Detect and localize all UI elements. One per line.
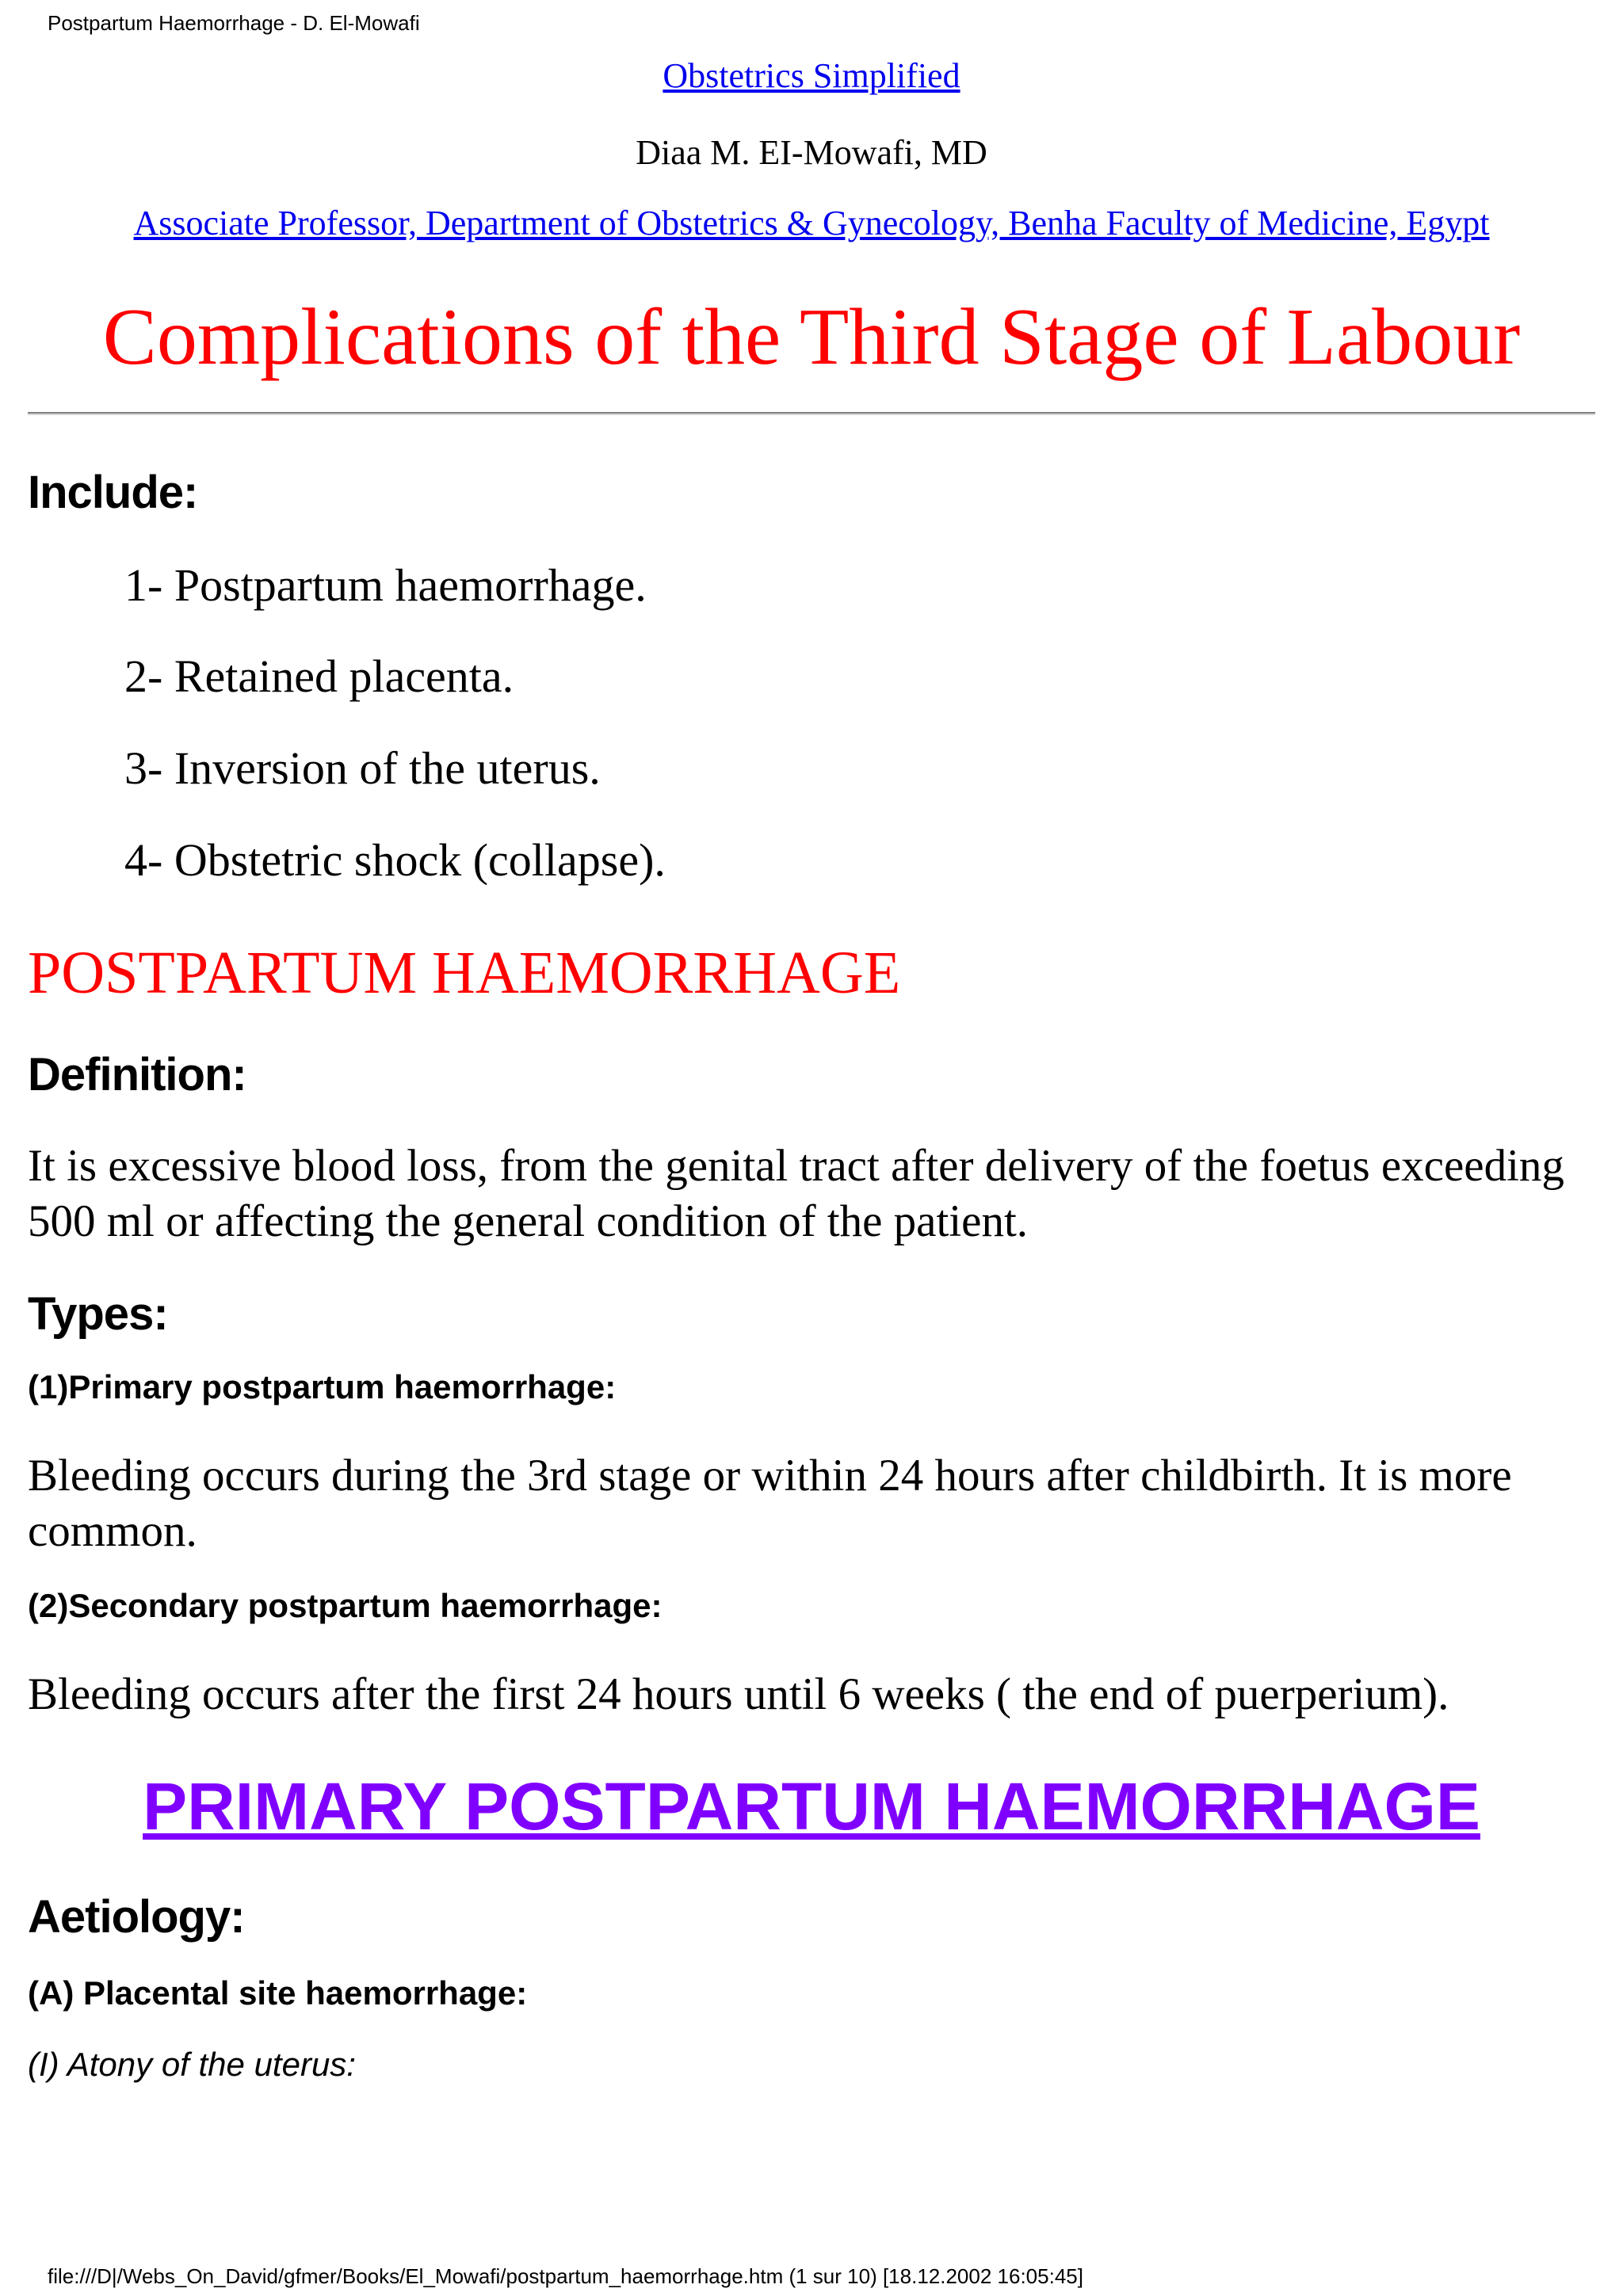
definition-heading: Definition:: [28, 1049, 246, 1100]
affiliation-link-container: [28, 203, 1595, 243]
author-name: Diaa M. EI-Mowafi, MD: [636, 133, 987, 172]
list-item: 3- Inversion of the uterus.: [124, 742, 601, 794]
aetiology-heading: Aetiology:: [28, 1891, 245, 1943]
list-item: 1- Postpartum haemorrhage.: [124, 559, 647, 611]
affiliation-link[interactable]: Associate Professor, Department of Obstetrics & Gynecology, Benha Faculty of Medicine, Egypt: [133, 204, 1490, 242]
print-header: Postpartum Haemorrhage - D. El-Mowafi: [48, 11, 420, 35]
secondary-type-heading: (2)Secondary postpartum haemorrhage:: [28, 1587, 663, 1624]
horizontal-divider: [28, 412, 1595, 415]
pph-section-heading: POSTPARTUM HAEMORRHAGE: [28, 940, 901, 1006]
book-link-container: [28, 55, 1595, 96]
print-footer: file:///D|/Webs_On_David/gfmer/Books/El_Mowafi/postpartum_haemorrhage.htm (1 sur 10) [18.12.2002 16:05:45]: [48, 2264, 1083, 2288]
primary-pph-heading: PRIMARY POSTPARTUM HAEMORRHAGE: [143, 1769, 1480, 1844]
primary-type-text: Bleeding occurs during the 3rd stage or within 24 hours after childbirth. It is more common.: [28, 1451, 1512, 1556]
types-heading: Types:: [28, 1288, 168, 1340]
definition-text: It is excessive blood loss, from the genital tract after delivery of the foetus exceeding 500 ml or affecting the general condition of the patient.: [28, 1141, 1564, 1246]
book-link[interactable]: Obstetrics Simplified: [663, 56, 960, 95]
atony-heading: (I) Atony of the uterus:: [28, 2046, 356, 2083]
list-item: 4- Obstetric shock (collapse).: [124, 834, 666, 886]
primary-type-heading: (1)Primary postpartum haemorrhage:: [28, 1368, 617, 1405]
list-item: 2- Retained placenta.: [124, 650, 514, 702]
secondary-type-text: Bleeding occurs after the first 24 hours until 6 weeks ( the end of puerperium).: [28, 1669, 1449, 1719]
placental-site-heading: (A) Placental site haemorrhage:: [28, 1974, 528, 2012]
include-heading: Include:: [28, 467, 198, 518]
page-title: Complications of the Third Stage of Labour: [102, 292, 1521, 382]
